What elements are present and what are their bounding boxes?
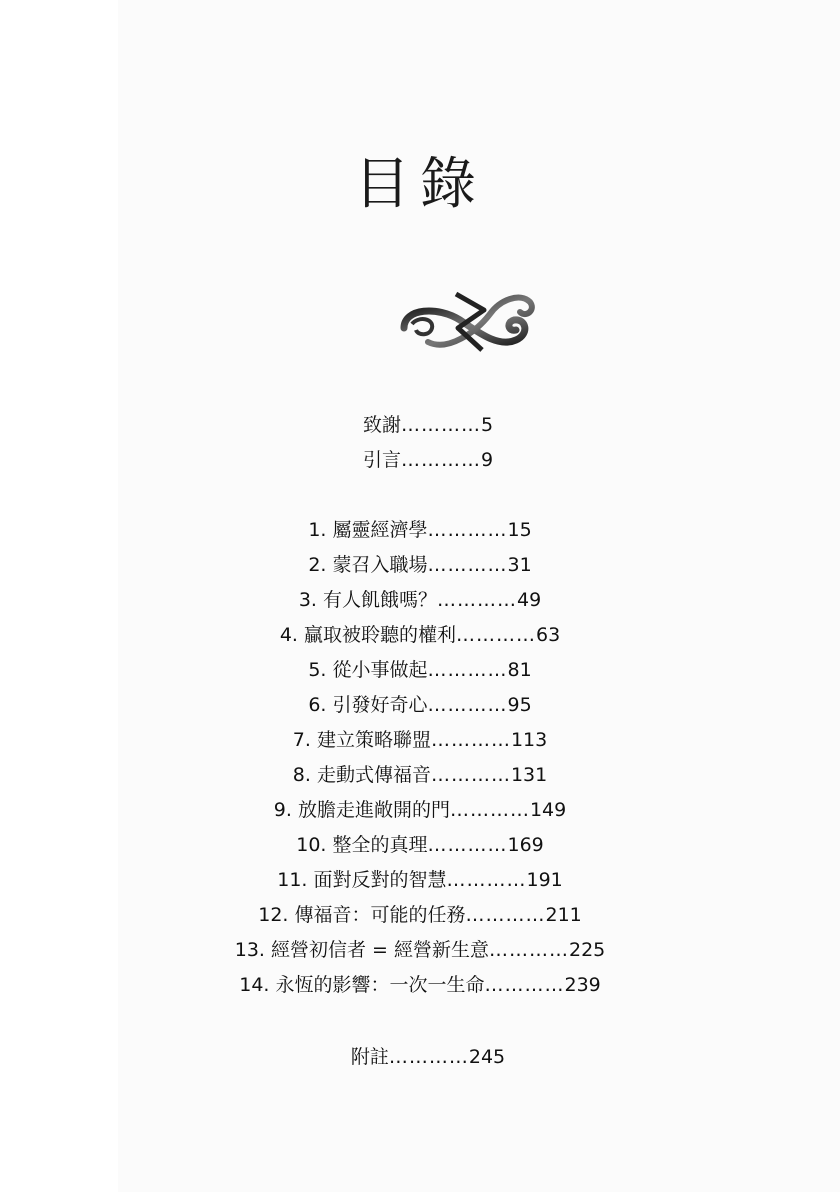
toc-entry-page: 63	[535, 624, 561, 646]
toc-leader-dots: …………	[465, 904, 546, 926]
toc-entry-label: 1. 屬靈經濟學	[308, 519, 428, 541]
toc-entry-page: 149	[529, 799, 567, 821]
toc-entry-label: 6. 引發好奇心	[308, 694, 428, 716]
toc-entry-acknowledgements[interactable]	[8, 408, 840, 443]
toc-entry-introduction[interactable]	[8, 443, 840, 478]
toc-entry-chapter[interactable]	[0, 968, 840, 1003]
toc-entry-label: 11. 面對反對的智慧	[277, 869, 447, 891]
toc-entry-page: 95	[507, 694, 532, 716]
toc-leader-dots: …………	[436, 589, 517, 611]
toc-leader-dots: …………	[388, 1046, 469, 1068]
toc-entry-page: 113	[510, 729, 548, 751]
toc-entry-label: 致謝	[362, 414, 401, 436]
toc-entry-page: 15	[507, 519, 532, 541]
toc-entry-page: 131	[510, 764, 548, 786]
toc-entry-chapter[interactable]	[0, 793, 840, 828]
toc-entry-label: 4. 贏取被聆聽的權利	[279, 624, 456, 646]
toc-entry-page: 245	[468, 1046, 506, 1068]
page-title: 目錄	[354, 152, 486, 217]
toc-entry-label: 13. 經營初信者 = 經營新生意	[234, 939, 489, 961]
toc-leader-dots: …………	[400, 414, 481, 436]
toc-entry-page: 211	[545, 904, 582, 926]
toc-leader-dots: …………	[449, 799, 530, 821]
toc-leader-dots: …………	[427, 834, 508, 856]
toc-entry-chapter[interactable]	[0, 723, 840, 758]
toc-entry-notes[interactable]	[8, 1040, 840, 1075]
toc-leader-dots: …………	[455, 624, 536, 646]
toc-leader-dots: …………	[427, 554, 508, 576]
chapter-list	[0, 513, 840, 1003]
toc-entry-page: 5	[480, 414, 494, 436]
toc-entry-label: 引言	[362, 449, 401, 471]
toc-entry-page: 31	[507, 554, 532, 576]
toc-entry-chapter[interactable]	[0, 898, 840, 933]
toc-entry-chapter[interactable]	[0, 758, 840, 793]
toc-entry-chapter[interactable]	[0, 618, 840, 653]
toc-entry-label: 10. 整全的真理	[296, 834, 428, 856]
front-matter-list	[0, 408, 840, 478]
toc-entry-label: 9. 放膽走進敞開的門	[273, 799, 450, 821]
toc-entry-page: 191	[526, 869, 563, 891]
toc-leader-dots: …………	[430, 764, 511, 786]
toc-entry-chapter[interactable]	[0, 513, 840, 548]
toc-entry-label: 5. 從小事做起	[308, 659, 428, 681]
toc-entry-chapter[interactable]	[0, 933, 840, 968]
toc-entry-label: 14. 永恆的影響：一次一生命	[239, 974, 485, 996]
toc-entry-chapter[interactable]	[0, 863, 840, 898]
back-matter-list	[0, 1040, 840, 1075]
toc-leader-dots: …………	[427, 694, 508, 716]
toc-leader-dots: …………	[427, 519, 508, 541]
toc-entry-page: 169	[507, 834, 544, 856]
toc-entry-label: 2. 蒙召入職場	[308, 554, 428, 576]
toc-leader-dots: …………	[446, 869, 527, 891]
toc-entry-label: 附註	[350, 1046, 389, 1068]
toc-leader-dots: …………	[430, 729, 511, 751]
toc-leader-dots: …………	[427, 659, 508, 681]
toc-entry-page: 239	[564, 974, 601, 996]
toc-entry-chapter[interactable]	[0, 688, 840, 723]
toc-entry-label: 12. 傳福音：可能的任務	[258, 904, 466, 926]
toc-entry-chapter[interactable]	[0, 583, 840, 618]
toc-entry-page: 225	[569, 939, 606, 961]
toc-leader-dots: …………	[400, 449, 481, 471]
toc-entry-page: 49	[516, 589, 542, 611]
toc-entry-label: 8. 走動式傳福音	[292, 764, 431, 786]
toc-entry-label: 7. 建立策略聯盟	[292, 729, 431, 751]
toc-entry-page: 9	[480, 449, 494, 471]
toc-leader-dots: …………	[484, 974, 565, 996]
toc-leader-dots: …………	[489, 939, 569, 961]
toc-entry-label: 3. 有人飢餓嗎？	[298, 589, 437, 611]
swirl-ornament-icon	[398, 288, 536, 360]
toc-entry-chapter[interactable]	[0, 828, 840, 863]
toc-entry-page: 81	[507, 659, 532, 681]
toc-entry-chapter[interactable]	[0, 653, 840, 688]
toc-entry-chapter[interactable]	[0, 548, 840, 583]
